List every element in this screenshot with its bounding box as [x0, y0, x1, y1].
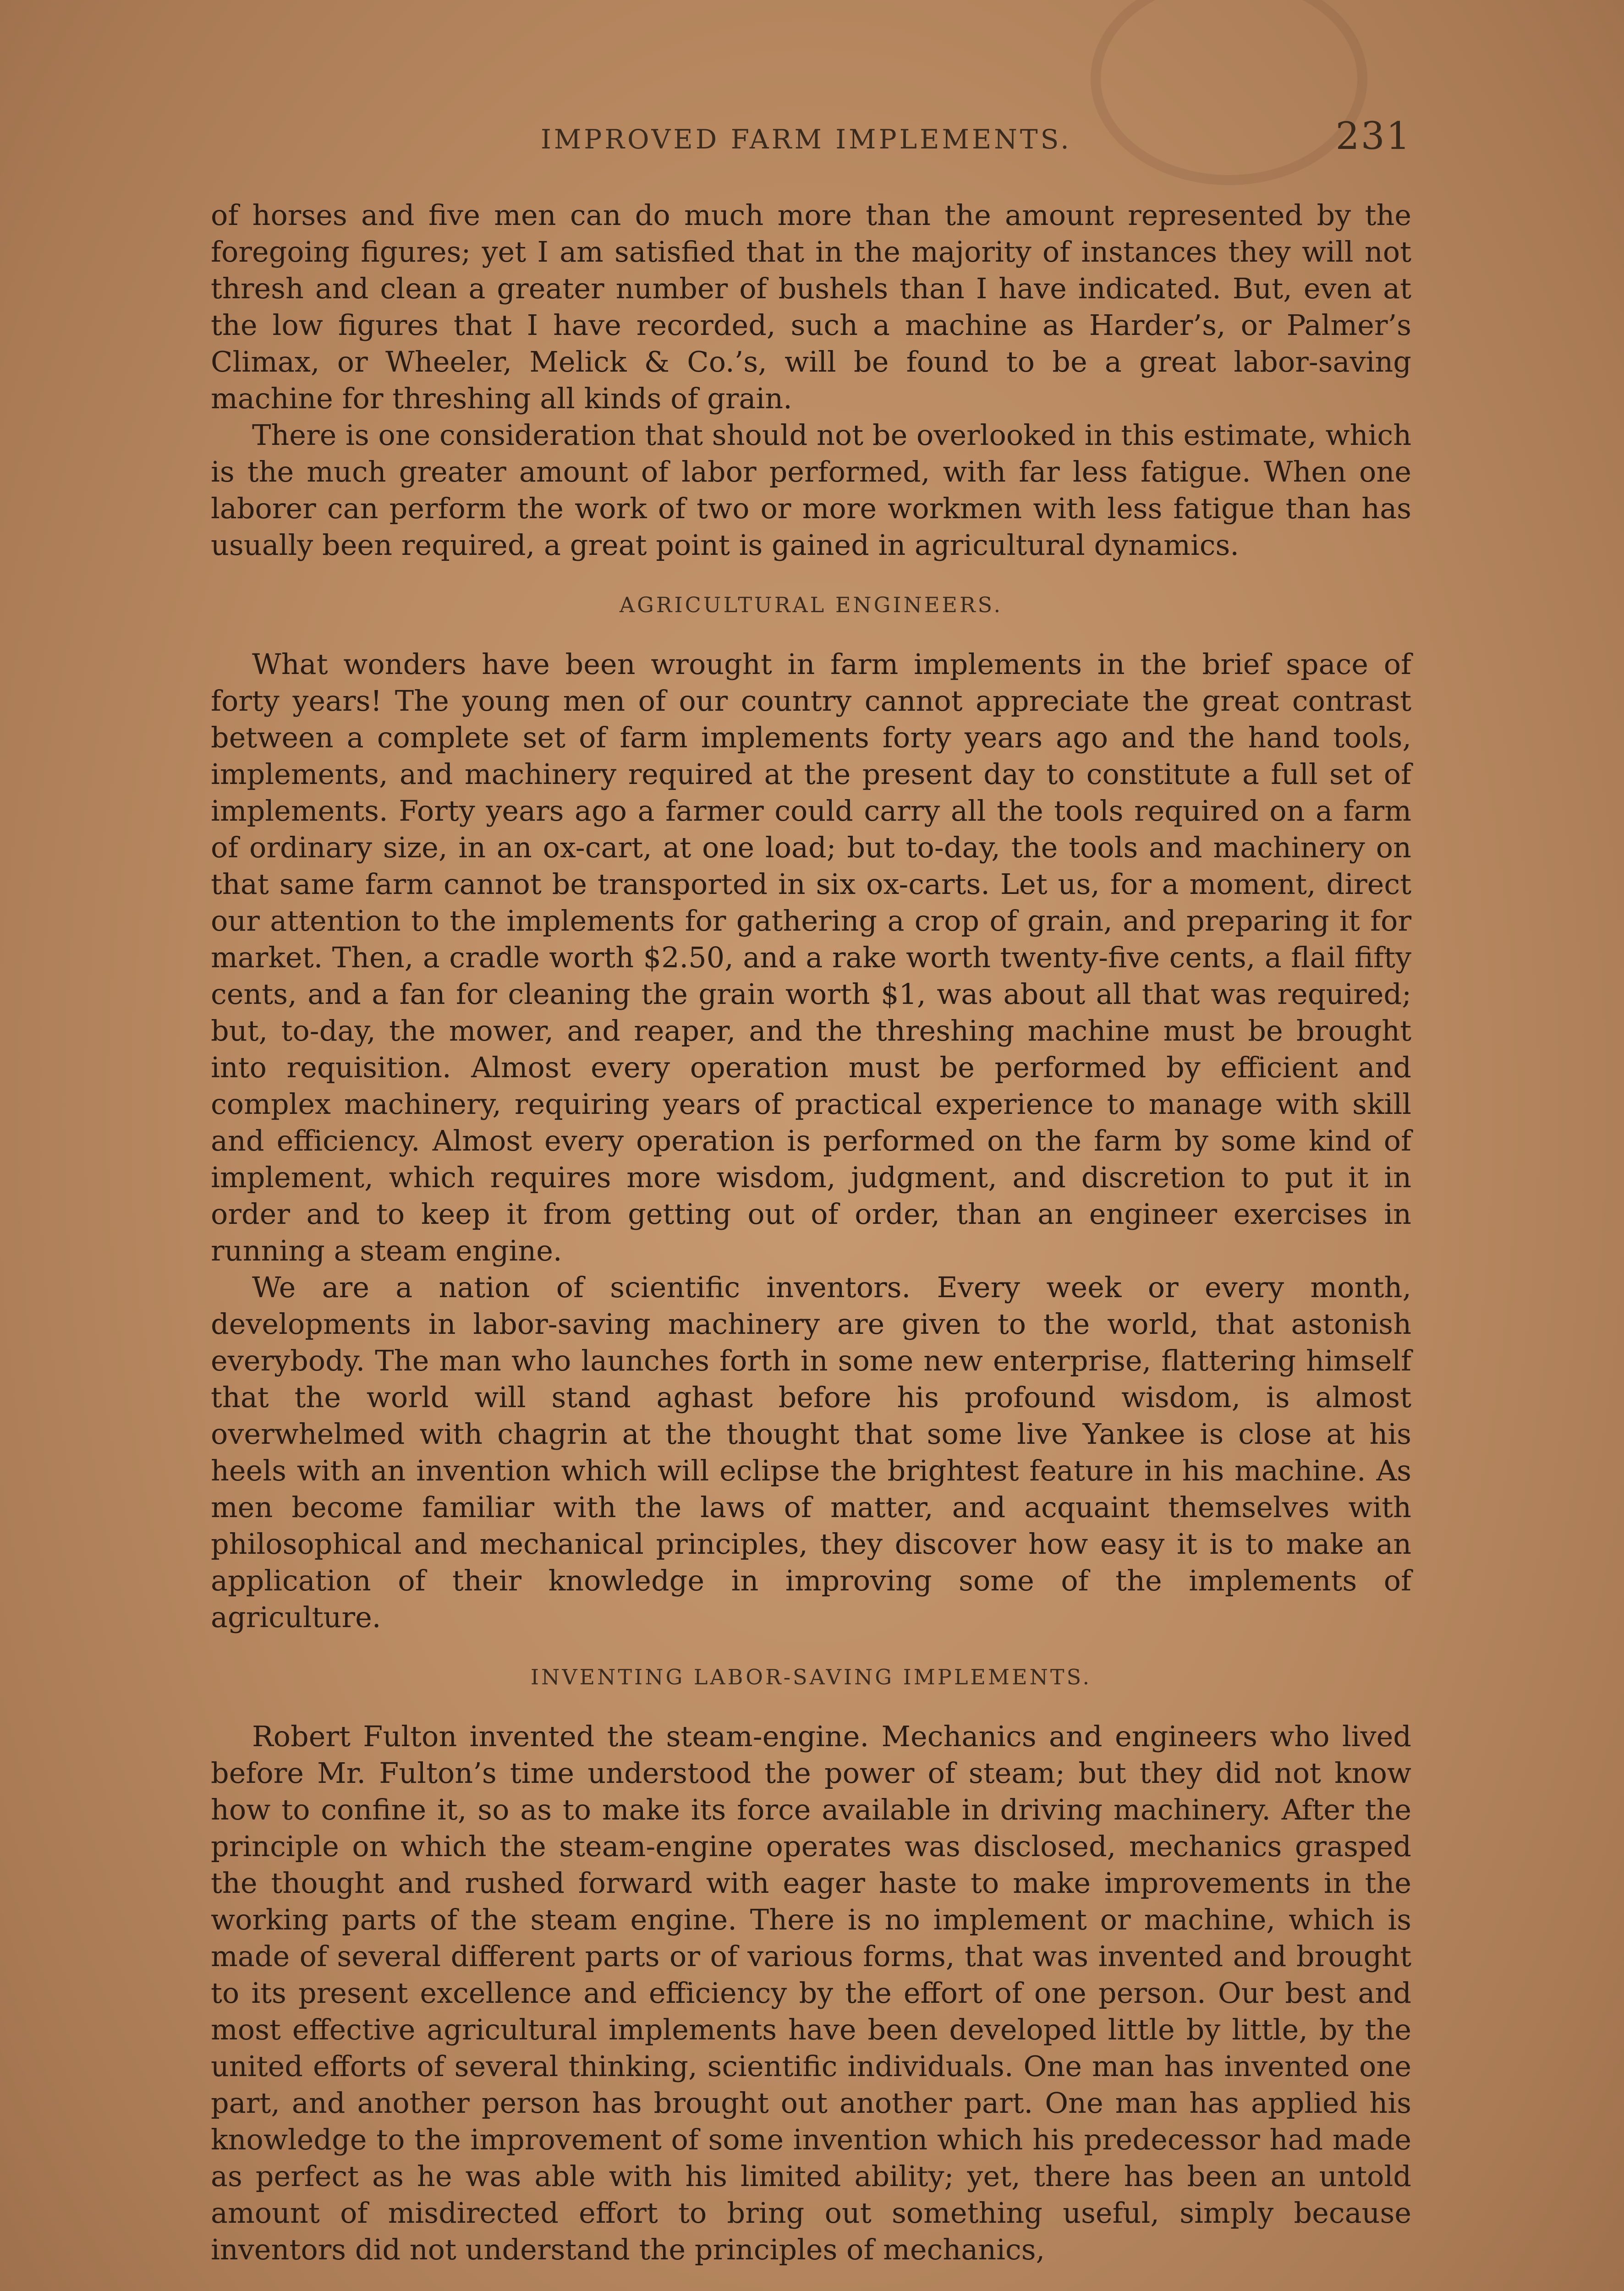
page-number: 231	[1335, 115, 1411, 158]
running-title: IMPROVED FARM IMPLEMENTS.	[541, 124, 1072, 155]
paragraph: of horses and five men can do much more than the amount represented by the foregoing figures; yet I am satisfied that in the majority of instances they will not thresh and clean a greater number of bushels than I have indicated. But, even at the low figures that I have recorded, such a machine as Harder’s, or Palmer’s Climax, or Wheeler, Melick & Co.’s, will be found to be a great labor-saving machine for threshing all kinds of grain.	[211, 198, 1411, 415]
page-header	[211, 115, 1411, 165]
paragraph: We are a nation of scientific inventors. Every week or every month, developments in labor-saving machinery are given to the world, that astonish everybody. The man who launches forth in some new enterprise, flattering himself that the world will stand aghast before his profound wisdom, is almost overwhelmed with chagrin at the thought that some live Yankee is close at his heels with an invention which will eclipse the brightest feature in his machine. As men become familiar with the laws of matter, and acquaint themselves with philosophical and mechanical principles, they discover how easy it is to make an application of their knowledge in improving some of the implements of agriculture.	[211, 1271, 1411, 1634]
paragraph: What wonders have been wrought in farm implements in the brief space of forty years! The young men of our country cannot appreciate the great contrast between a complete set of farm implements forty years ago and the hand tools, implements, and machinery required at the present day to constitute a full set of implements. Forty years ago a farmer could carry all the tools required on a farm of ordinary size, in an ox-cart, at one load; but to-day, the tools and machinery on that same farm cannot be transported in six ox-carts. Let us, for a moment, direct our attention to the implements for gathering a crop of grain, and preparing it for market. Then, a cradle worth $2.50, and a rake worth twenty-five cents, a flail fifty cents, and a fan for cleaning the grain worth $1, was about all that was required; but, to-day, the mower, and reaper, and the threshing machine must be brought into requisition. Almost every operation must be performed by efficient and complex machinery, requiring years of practical experience to manage with skill and efficiency. Almost every operation is performed on the farm by some kind of implement, which requires more wisdom, judgment, and discretion to put it in order and to keep it from getting out of order, than an engineer exercises in running a steam engine.	[211, 647, 1411, 1267]
page-body	[211, 197, 1411, 2268]
paragraph: Robert Fulton invented the steam-engine. Mechanics and engineers who lived before Mr. Fulton’s time understood the power of steam; but they did not know how to confine it, so as to make its force available in driving machinery. After the principle on which the steam-engine operates was disclosed, mechanics grasped the thought and rushed forward with eager haste to make improvements in the working parts of the steam engine. There is no implement or machine, which is made of several different parts or of various forms, that was invented and brought to its present excellence and efficiency by the effort of one person. Our best and most effective agricultural implements have been developed little by little, by the united efforts of several thinking, scientific individuals. One man has invented one part, and another person has brought out another part. One man has applied his knowledge to the improvement of some invention which his predecessor had made as perfect as he was able with his limited ability; yet, there has been an untold amount of misdirected effort to bring out something useful, simply because inventors did not understand the principles of mechanics,	[211, 1720, 1411, 2266]
section-heading: AGRICULTURAL ENGINEERS.	[619, 592, 1003, 617]
section-heading: INVENTING LABOR-SAVING IMPLEMENTS.	[530, 1665, 1092, 1689]
paragraph: There is one consideration that should not be overlooked in this estimate, which is the much greater amount of labor performed, with far less fatigue. When one laborer can perform the work of two or more workmen with less fatigue than has usually been required, a great point is gained in agricultural dynamics.	[211, 418, 1411, 562]
